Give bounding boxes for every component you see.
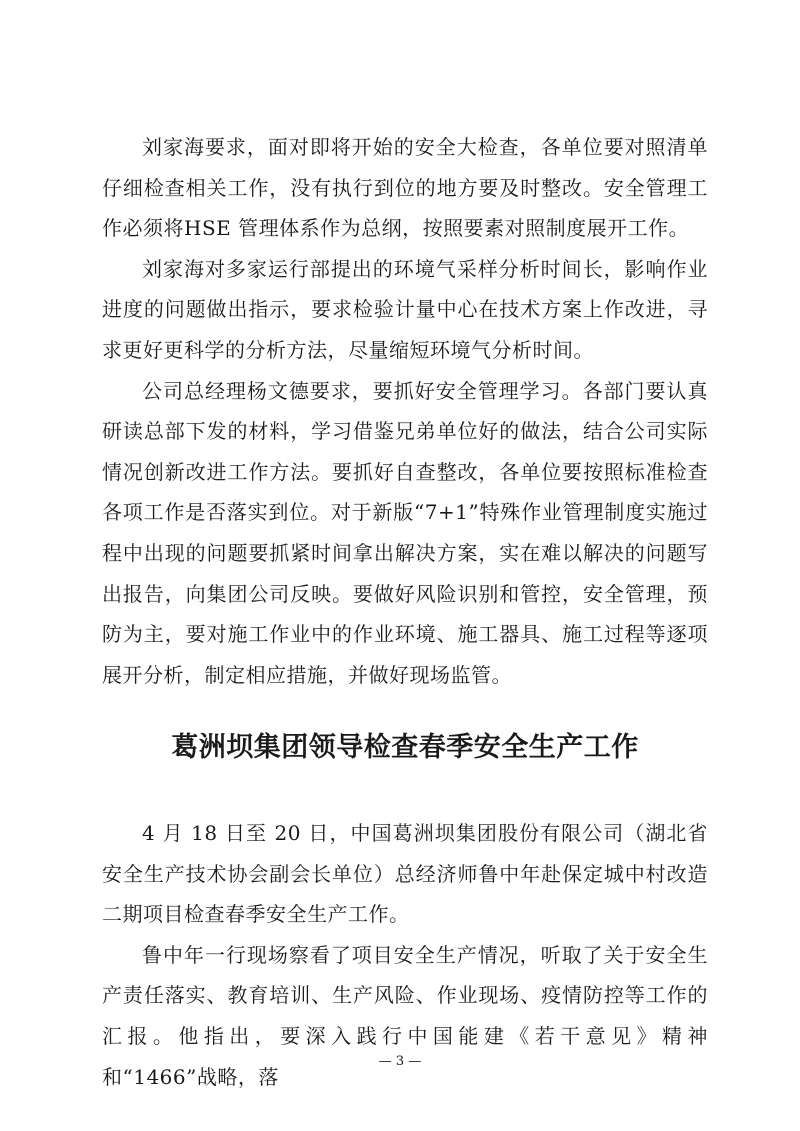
page-number: — 3 — (378, 1054, 422, 1069)
top-section (102, 127, 708, 695)
paragraph: 公司总经理杨文德要求，要抓好安全管理学习。各部门要认真研读总部下发的材料，学习借鉴兄弟单位好的做法，结合公司实际情况创新改进工作方法。要抓好自查整改，各单位要按照标准检查各项工作是否落实到位。对于新版“7+1”特殊作业管理制度实施过程中出现的问题要抓紧时间拿出解决方案，实在难以解决的问题写出报告，向集团公司反映。要做好风险识别和管控，安全管理，预防为主，要对施工作业中的作业环境、施工器具、施工过程等逐项展开分析，制定相应措施，并做好现场监管。 (102, 378, 708, 687)
paragraph: 鲁中年一行现场察看了项目安全生产情况，听取了关于安全生产责任落实、教育培训、生产风险、作业现场、疫情防控等工作的汇报。他指出，要深入践行中国能建《若干意见》精神和“1466”战略，落 (102, 942, 708, 1089)
paragraph: 刘家海对多家运行部提出的环境气采样分析时间长，影响作业进度的问题做出指示，要求检验计量中心在技术方案上作改进，寻求更好更科学的分析方法，尽量缩短环境气分析时间。 (102, 256, 708, 362)
article-title: 葛洲坝集团领导检查春季安全生产工作 (171, 732, 639, 763)
paragraph: 4 月 18 日至 20 日，中国葛洲坝集团股份有限公司（湖北省安全生产技术协会副会长单位）总经济师鲁中年赴保定城中村改造二期项目检查春季安全生产工作。 (102, 821, 708, 927)
paragraph: 刘家海要求，面对即将开始的安全大检查，各单位要对照清单仔细检查相关工作，没有执行到位的地方要及时整改。安全管理工作必须将HSE 管理体系作为总纲，按照要素对照制度展开工作。 (102, 135, 708, 241)
